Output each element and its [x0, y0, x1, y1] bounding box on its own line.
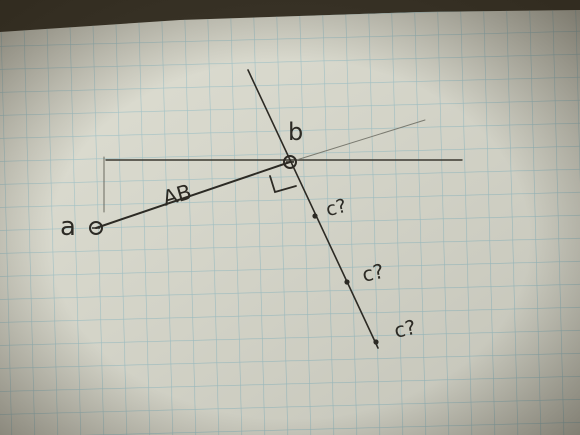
candidate-c-dot-2 — [344, 279, 349, 284]
candidate-c-dot-3 — [373, 339, 378, 344]
candidate-c-dot-1 — [312, 213, 317, 218]
label-point-a: a — [60, 212, 76, 242]
label-candidate-c-1: c? — [323, 194, 349, 222]
label-candidate-c-2: c? — [359, 258, 387, 287]
label-segment-ab: AB — [159, 179, 195, 211]
label-point-b: b — [288, 118, 304, 146]
label-candidate-c-3: c? — [391, 314, 419, 343]
